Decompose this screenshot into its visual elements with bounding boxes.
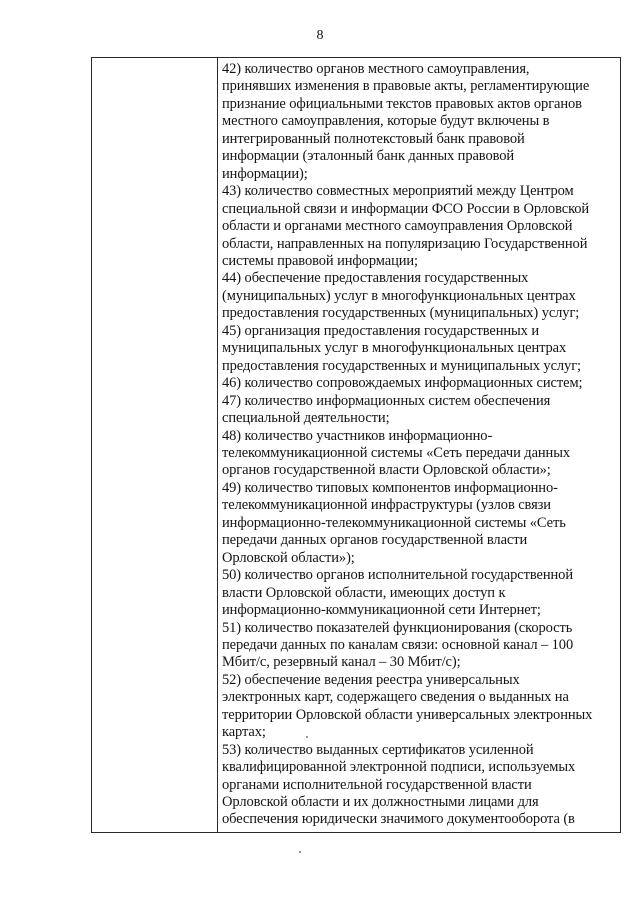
scan-speck	[306, 736, 308, 738]
item-text-line: местного самоуправления, которые будут включены в	[222, 113, 550, 130]
item-text-line: 49) количество типовых компонентов информационно-	[222, 479, 558, 496]
item-text-line: 45) организация предоставления государственных и	[222, 322, 540, 339]
list-item	[222, 620, 618, 672]
item-text-line: интегрированный полнотекстовый банк правовой	[222, 130, 525, 147]
list-item	[222, 393, 618, 428]
item-text-line: передачи данных органов государственной власти	[222, 532, 528, 549]
item-text-line: обеспечения юридически значимого документооборота (в	[222, 811, 575, 828]
list-item	[222, 428, 618, 480]
item-text-line: телекоммуникационной системы «Сеть передачи данных	[222, 444, 571, 461]
list-item	[222, 672, 618, 742]
item-text-line: предоставления государственных и муниципальных услуг;	[222, 357, 581, 374]
item-text-line: квалифицированной электронной подписи, используемых	[222, 759, 576, 776]
item-text-line: телекоммуникационной инфраструктуры (узлов связи	[222, 497, 551, 514]
item-text-line: муниципальных услуг в многофункциональных центрах	[222, 340, 567, 357]
item-text-line: 44) обеспечение предоставления государственных	[222, 270, 529, 287]
item-text-line: органами исполнительной государственной власти	[222, 776, 532, 793]
item-text-line: информационно-коммуникационной сети Интернет;	[222, 602, 541, 619]
list-item	[222, 567, 618, 619]
list-item	[222, 375, 618, 392]
item-text-line: передачи данных по каналам связи: основной канал – 100	[222, 636, 574, 653]
item-text-line: Мбит/с, резервный канал – 30 Мбит/с);	[222, 654, 461, 671]
item-text-line: 52) обеспечение ведения реестра универсальных	[222, 671, 520, 688]
item-text-line: области и органами местного самоуправления Орловской	[222, 218, 573, 235]
item-text-line: 51) количество показателей функционирования (скорость	[222, 619, 573, 636]
item-text-line: Орловской области»);	[222, 549, 355, 566]
list-item	[222, 480, 618, 567]
item-text-line: специальной деятельности;	[222, 410, 390, 427]
item-text-line: (муниципальных) услуг в многофункциональных центрах	[222, 287, 576, 304]
item-text-line: власти Орловской области, имеющих доступ к	[222, 584, 506, 601]
item-text-line: области, направленных на популяризацию Государственной	[222, 235, 588, 252]
item-text-line: территории Орловской области универсальных электронных	[222, 706, 593, 723]
content-cell	[222, 61, 618, 829]
document-table	[91, 57, 621, 833]
item-text-line: предоставления государственных (муниципальных) услуг;	[222, 305, 580, 322]
item-text-line: информационно-телекоммуникационной системы «Сеть	[222, 514, 566, 531]
column-divider	[217, 58, 218, 832]
item-text-line: органов государственной власти Орловской области»;	[222, 462, 551, 479]
item-text-line: принявших изменения в правовые акты, регламентирующие	[222, 78, 590, 95]
list-item	[222, 270, 618, 322]
list-item	[222, 61, 618, 183]
page-number: 8	[316, 28, 324, 43]
scan-speck	[299, 851, 301, 853]
item-text-line: признание официальными текстов правовых актов органов	[222, 95, 582, 112]
list-item	[222, 183, 618, 270]
item-text-line: информации (эталонный банк данных правовой	[222, 148, 515, 165]
item-text-line: 46) количество сопровождаемых информационных систем;	[222, 375, 583, 392]
item-text-line: 53) количество выданных сертификатов усиленной	[222, 741, 534, 758]
item-text-line: информации);	[222, 165, 308, 182]
list-item	[222, 323, 618, 375]
item-text-line: специальной связи и информации ФСО России в Орловской	[222, 200, 590, 217]
list-item	[222, 742, 618, 829]
item-text-line: системы правовой информации;	[222, 252, 418, 269]
item-text-line: Орловской области и их должностными лицами для	[222, 794, 539, 811]
item-text-line: 43) количество совместных мероприятий между Центром	[222, 183, 574, 200]
item-text-line: 42) количество органов местного самоуправления,	[222, 61, 530, 77]
item-text-line: 48) количество участников информационно-	[222, 427, 493, 444]
item-text-line: 50) количество органов исполнительной государственной	[222, 567, 573, 584]
item-text-line: картах;	[222, 724, 266, 741]
item-text-line: электронных карт, содержащего сведения о выданных на	[222, 689, 569, 706]
item-text-line: 47) количество информационных систем обеспечения	[222, 392, 551, 409]
